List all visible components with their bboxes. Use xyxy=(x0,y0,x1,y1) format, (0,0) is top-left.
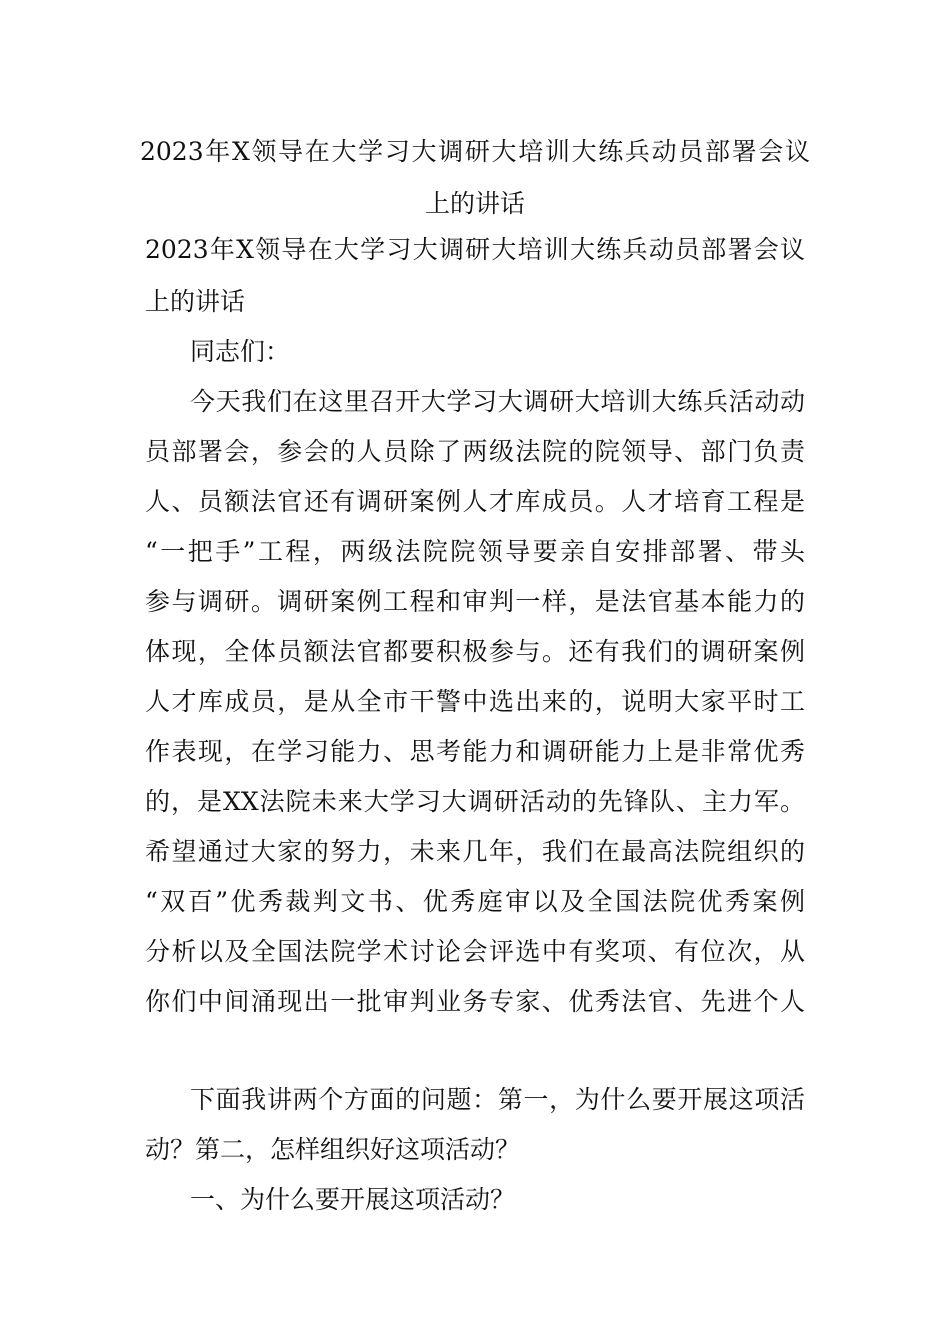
paragraph-1-line: 参与调研。调研案例工程和审判一样，是法官基本能力的 xyxy=(145,587,805,616)
paragraph-1-line: 员部署会，参会的人员除了两级法院的院领导、部门负责 xyxy=(145,437,805,466)
paragraph-1-line: 今天我们在这里召开大学习大调研大培训大练兵活动动 xyxy=(190,387,805,416)
paragraph-1-line: 体现，全体员额法官都要积极参与。还有我们的调研案例 xyxy=(145,637,805,666)
document-title-line-1: 2023年X领导在大学习大调研大培训大练兵动员部署会议 xyxy=(140,137,810,166)
paragraph-2-line: 动？第二，怎样组织好这项活动？ xyxy=(145,1135,521,1164)
salutation: 同志们： xyxy=(190,337,291,366)
paragraph-1-line: “一把手”工程，两级法院院领导要亲自安排部署、带头 xyxy=(145,537,805,566)
paragraph-1-line: 你们中间涌现出一批审判业务专家、优秀法官、先进个人 xyxy=(145,987,805,1016)
paragraph-2-line: 下面我讲两个方面的问题：第一，为什么要开展这项活 xyxy=(190,1085,805,1114)
section-heading-1: 一、为什么要开展这项活动？ xyxy=(190,1185,516,1214)
paragraph-1-line: 希望通过大家的努力，未来几年，我们在最高法院组织的 xyxy=(145,837,805,866)
subtitle-line-1: 2023年X领导在大学习大调研大培训大练兵动员部署会议 xyxy=(145,235,805,264)
paragraph-1-line: 人、员额法官还有调研案例人才库成员。人才培育工程是 xyxy=(145,487,805,516)
paragraph-1-line: 分析以及全国法院学术讨论会评选中有奖项、有位次，从 xyxy=(145,937,805,966)
paragraph-1-line: 的，是XX法院未来大学习大调研活动的先锋队、主力军。 xyxy=(145,787,805,816)
document-title-line-2: 上的讲话 xyxy=(424,189,525,218)
subtitle-line-2: 上的讲话 xyxy=(145,287,246,316)
paragraph-1-line: 人才库成员，是从全市干警中选出来的，说明大家平时工 xyxy=(145,687,805,716)
paragraph-1-line: “双百”优秀裁判文书、优秀庭审以及全国法院优秀案例 xyxy=(145,887,805,916)
paragraph-1-line: 作表现，在学习能力、思考能力和调研能力上是非常优秀 xyxy=(145,737,805,766)
